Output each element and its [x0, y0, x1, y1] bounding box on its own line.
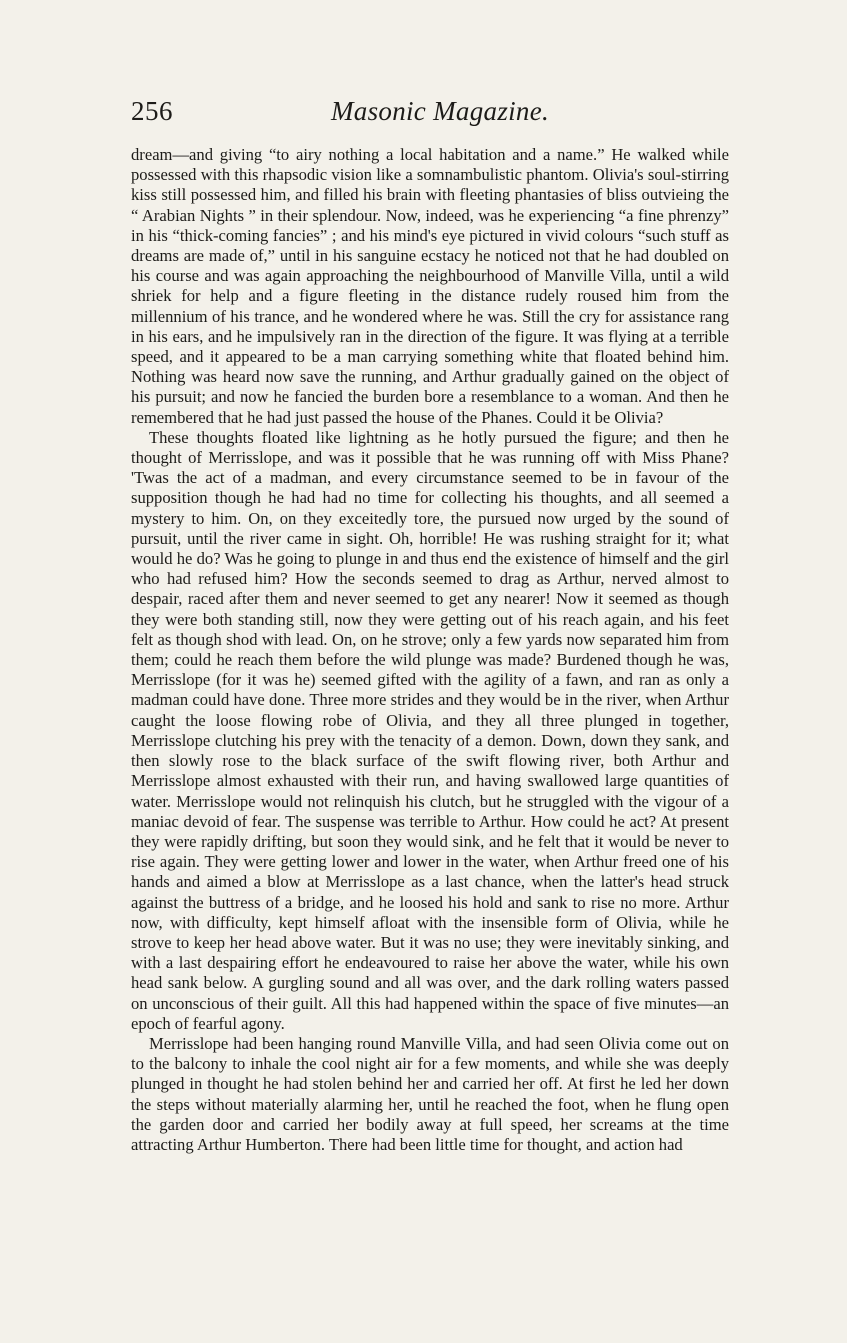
running-title: Masonic Magazine. — [331, 96, 550, 126]
page-header — [0, 96, 847, 136]
page-number: 256 — [131, 96, 173, 126]
paragraph: These thoughts floated like lightning as he hotly pursued the figure; and then he thought of Merrisslope, and was it possible that he was running off with Miss Phane? 'Twas the act of a madman, and every circumstance seemed to be in favour of the supposition though he had had no time for collecting his thoughts, and all seemed a mystery to him. On, on they exceitedly tore, the pursued now urged by the sound of pursuit, until the river came in sight. Oh, horrible! He was rushing straight for it; what would he do? Was he going to plunge in and thus end the existence of himself and the girl who had refused him? How the seconds seemed to drag as Arthur, nerved almost to despair, raced after them and never seemed to get any nearer! Now it seemed as though they were both standing still, now they were getting out of his reach again, and his feet felt as though shod with lead. On, on he strove; only a few yards now separated him from them; could he reach them before the wild plunge was made? Burdened though he was, Merrisslope (for it was he) seemed gifted with the agility of a fawn, and ran as only a madman could have done. Three more strides and they would be in the river, when Arthur caught the loose flowing robe of Olivia, and they all three plunged in together, Merrisslope clutching his prey with the tenacity of a demon. Down, down they sank, and then slowly rose to the black surface of the swift flowing river, both Arthur and Merrisslope almost exhausted with their run, and having swallowed large quantities of water. Merrisslope would not relinquish his clutch, but he struggled with the vigour of a maniac devoid of fear. The suspense was terrible to Arthur. How could he act? At present they were rapidly drifting, but soon they would sink, and he felt that it would be never to rise again. They were getting lower and lower in the water, when Arthur freed one of his hands and aimed a blow at Merrisslope as a last chance, when the latter's head struck against the buttress of a bridge, and he loosed his hold and sank to rise no more. Arthur now, with difficulty, kept himself afloat with the insensible form of Olivia, while he strove to keep her head above water. But it was no use; they were inevitably sinking, and with a last despairing effort he endeavoured to raise her above the water, while his own head sank below. A gurgling sound and all was over, and the dark rolling waters passed on unconscious of their guilt. All this had happened within the space of five minutes—an epoch of fearful agony. — [131, 427, 729, 1033]
paragraph: Merrisslope had been hanging round Manville Villa, and had seen Olivia come out on to the balcony to inhale the cool night air for a few moments, and while she was deeply plunged in thought he had stolen behind her and carried her off. At first he led her down the steps without materially alarming her, until he reached the foot, when he flung open the garden door and carried her bodily away at full speed, her screams at the time attracting Arthur Humberton. There had been little time for thought, and action had — [131, 1033, 729, 1154]
article-body — [131, 145, 729, 1155]
paragraph: dream—and giving “to airy nothing a local habitation and a name.” He walked while possessed with this rhapsodic vision like a somnambulistic phantom. Olivia's soul-stirring kiss still possessed him, and filled his brain with fleeting phantasies of bliss outvieing the “ Arabian Nights ” in their splendour. Now, indeed, was he experiencing “a fine phrenzy” in his “thick-coming fancies” ; and his mind's eye pictured in vivid colours “such stuff as dreams are made of,” until in his sanguine ecstacy he noticed not that he had doubled on his course and was again approaching the neighbourhood of Manville Villa, until a wild shriek for help and a figure fleeting in the distance rudely roused him from the millennium of his trance, and he wondered where he was. Still the cry for assistance rang in his ears, and he impulsively ran in the direction of the figure. It was flying at a terrible speed, and it appeared to be a man carrying something white that floated behind him. Nothing was heard now save the running, and Arthur gradually gained on the object of his pursuit; and now he fancied the burden bore a resemblance to a woman. And then he remembered that he had just passed the house of the Phanes. Could it be Olivia? — [131, 145, 729, 427]
